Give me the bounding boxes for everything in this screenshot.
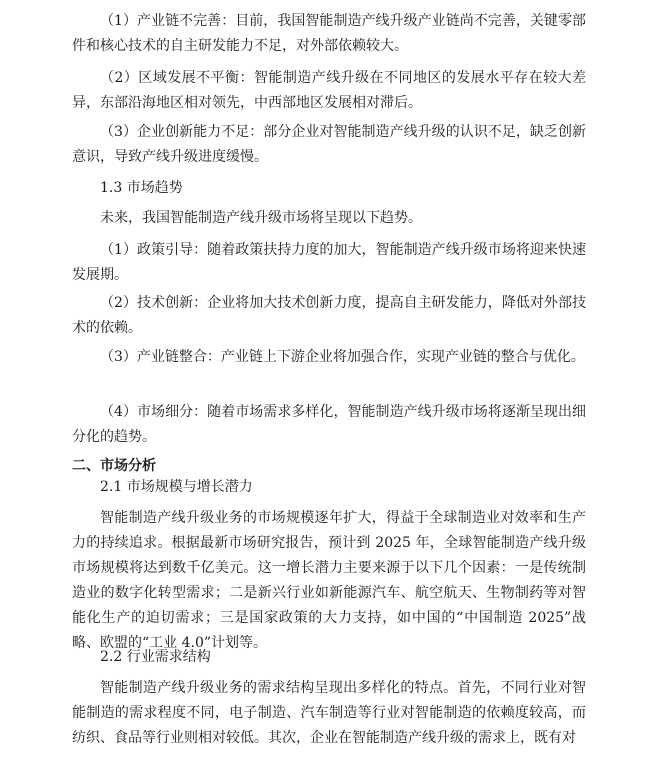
market-scale-paragraph: 智能制造产线升级业务的市场规模逐年扩大，得益于全球制造业对效率和生产力的持续追求。根据最新市场研究报告，预计到 2025 年，全球智能制造产线升级市场规模将达到数千亿美元。这一增长潜力主要来源于以下几个因素：一是传统制造业的数字化转型需求；二是新兴行业如新能源汽车、航空航天、生物制药等对智能化生产的迫切需求；三是国家政策的大力支持，如中国的“中国制造 2025”战略、欧盟的“工业 4.0”计划等。 <box>72 510 586 651</box>
chapter-heading-market-analysis: 二、市场分析 <box>72 458 156 474</box>
trends-intro-paragraph: 未来，我国智能制造产线升级市场将呈现以下趋势。 <box>100 210 422 226</box>
problem-paragraph-2: （2）区域发展不平衡：智能制造产线升级在不同地区的发展水平存在较大差异，东部沿海地区相对领先，中西部地区发展相对滞后。 <box>72 70 586 111</box>
industry-demand-paragraph: 智能制造产线升级业务的需求结构呈现出多样化的特点。首先，不同行业对智能制造的需求程度不同，电子制造、汽车制造等行业对智能制造的依赖度较高，而纺织、食品等行业则相对较低。其次，企业在智能制造产线升级的需求上，既有对 <box>72 680 586 746</box>
problem-paragraph-3: （3）企业创新能力不足：部分企业对智能制造产线升级的认识不足，缺乏创新意识，导致产线升级进度缓慢。 <box>72 124 586 165</box>
problem-paragraph-1: （1）产业链不完善：目前，我国智能制造产线升级产业链尚不完善，关键零部件和核心技术的自主研发能力不足，对外部依赖较大。 <box>72 13 586 54</box>
section-heading-industry-demand: 2.2 行业需求结构 <box>100 649 211 665</box>
section-heading-market-trends: 1.3 市场趋势 <box>100 180 183 196</box>
trend-paragraph-4: （4）市场细分：随着市场需求多样化，智能制造产线升级市场将逐渐呈现出细分化的趋势。 <box>72 404 586 445</box>
section-heading-market-scale: 2.1 市场规模与增长潜力 <box>100 479 253 495</box>
trend-paragraph-1: （1）政策引导：随着政策扶持力度的加大，智能制造产线升级市场将迎来快速发展期。 <box>72 242 586 283</box>
trend-paragraph-3: （3）产业链整合：产业链上下游企业将加强合作，实现产业链的整合与优化。 <box>100 349 585 365</box>
trend-paragraph-2: （2）技术创新：企业将加大技术创新力度，提高自主研发能力，降低对外部技术的依赖。 <box>72 295 586 336</box>
